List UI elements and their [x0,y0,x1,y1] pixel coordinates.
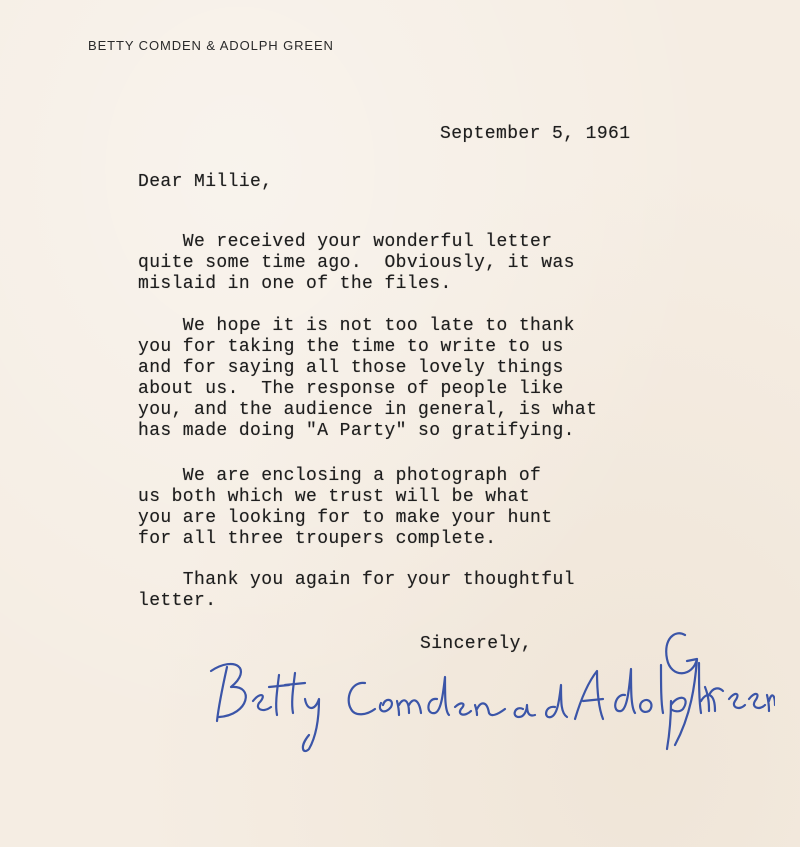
paragraph-line: you for taking the time to write to us [138,337,564,357]
paragraph-line: you are looking for to make your hunt [138,508,553,528]
closing: Sincerely, [420,634,533,654]
salutation: Dear Millie, [138,172,273,192]
letter-date: September 5, 1961 [440,124,631,144]
paragraph-line: letter. [138,591,217,611]
paragraph-line: We received your wonderful letter [138,232,553,252]
paragraph-line: and for saying all those lovely things [138,358,564,378]
handwritten-signature [205,625,775,755]
paragraph-line: We hope it is not too late to thank [138,316,575,336]
paragraph-line: mislaid in one of the files. [138,274,452,294]
paragraph-line: quite some time ago. Obviously, it was [138,253,575,273]
paragraph-line: about us. The response of people like [138,379,564,399]
paragraph-line: We are enclosing a photograph of [138,466,542,486]
paragraph-line: Thank you again for your thoughtful [138,570,575,590]
paragraph-line: for all three troupers complete. [138,529,497,549]
paragraph-line: us both which we trust will be what [138,487,531,507]
paragraph-line: you, and the audience in general, is what [138,400,598,420]
paragraph-line: has made doing "A Party" so gratifying. [138,421,575,441]
letterhead: BETTY COMDEN & ADOLPH GREEN [88,38,334,53]
paragraph-2 [138,316,597,442]
paragraph-3 [138,466,552,550]
paragraph-1 [138,232,575,295]
paragraph-4 [138,570,575,612]
